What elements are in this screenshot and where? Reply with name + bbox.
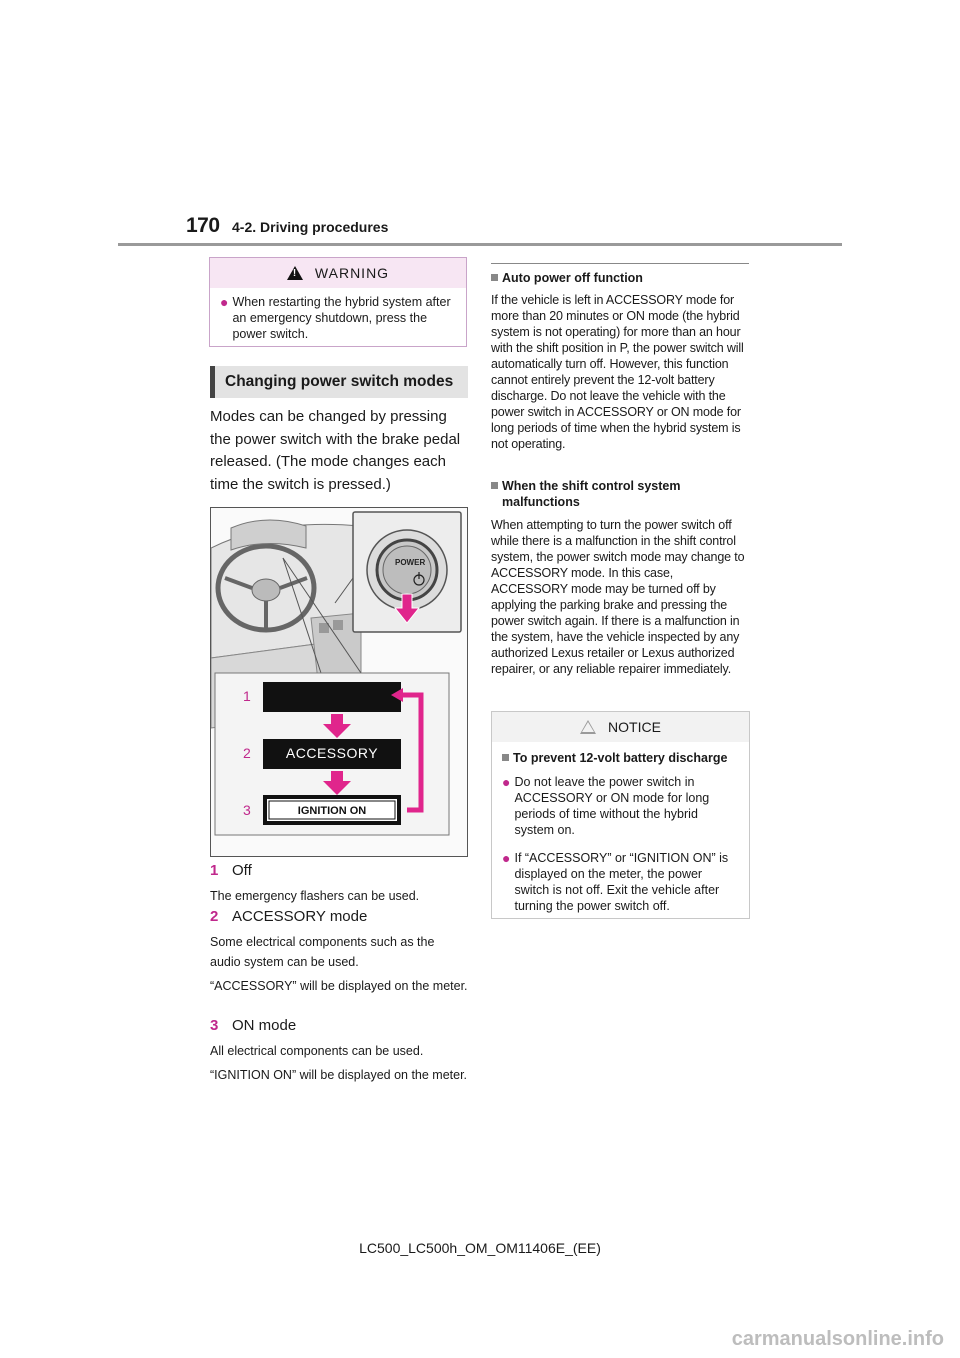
page-number: 170 — [186, 214, 220, 237]
shift-malfunction-heading — [491, 478, 749, 510]
accessory-display: ACCESSORY — [285, 745, 379, 761]
bullet-icon: ● — [502, 774, 511, 790]
square-bullet-icon — [491, 274, 498, 281]
watermark: carmanualsonline.info — [731, 1328, 944, 1350]
mode-accessory-body — [210, 932, 468, 996]
warning-text: When restarting the hybrid system after an emergency shutdown, press the power switch. — [232, 295, 451, 341]
square-bullet-icon — [502, 754, 509, 761]
mode-text: The emergency flashers can be used. — [210, 889, 420, 903]
notice-subheading-text: To prevent 12-volt battery discharge — [513, 751, 728, 765]
ignition-display: IGNITION ON — [297, 805, 367, 817]
header-rule — [118, 243, 842, 246]
mode-off-body — [210, 886, 468, 906]
right-column-rule — [491, 263, 749, 264]
section-title: 4-2. Driving procedures — [232, 219, 389, 235]
bullet-icon: ● — [502, 850, 511, 866]
mode-text: Some electrical components such as the audio system can be used. — [210, 935, 435, 969]
document-code: LC500_LC500h_OM_OM11406E_(EE) — [359, 1240, 601, 1256]
warning-header — [210, 258, 466, 288]
mode-number: 3 — [210, 1017, 219, 1034]
notice-subheading — [492, 742, 749, 766]
figure-step-number: 2 — [243, 745, 251, 761]
notice-text: Do not leave the power switch in ACCESSORY or ON mode for long periods of time without the hybrid system on. — [514, 775, 710, 837]
warning-icon — [287, 266, 303, 280]
shift-malfunction-body: When attempting to turn the power switch off while there is a malfunction in the shift control system, the power switch mode may change to ACCESSORY mode. In this case, ACCESSORY mode may be turned off by applying the parking brake and pressing the power switch again. If there is a malfunction in the system, have the vehicle inspected by any authorized Lexus retailer or Lexus authorized repairer, or any reliable repairer immediately. — [491, 518, 745, 676]
power-switch-illustration — [210, 507, 468, 857]
caution-icon — [580, 720, 596, 734]
notice-item — [492, 838, 749, 914]
notice-box — [491, 711, 750, 919]
section-heading: Changing power switch modes — [210, 366, 468, 398]
shift-malfunction-title: When the shift control system malfunctions — [502, 479, 681, 509]
figure-step-number: 3 — [243, 802, 251, 818]
warning-item — [210, 288, 466, 342]
notice-title: NOTICE — [608, 719, 661, 735]
figure-step-number: 1 — [243, 688, 251, 704]
notice-item — [492, 766, 749, 838]
square-bullet-icon — [491, 482, 498, 489]
mode-text: All electrical components can be used. — [210, 1044, 424, 1058]
mode-on-body — [210, 1041, 468, 1085]
mode-title: ACCESSORY mode — [232, 908, 368, 925]
auto-off-title: Auto power off function — [502, 271, 643, 285]
notice-header — [492, 712, 749, 742]
auto-off-body: If the vehicle is left in ACCESSORY mode for more than 20 minutes or ON mode (the hybrid system is not operating) for more than an hour with the shift position in P, the power switch will automatically turn off. However, this function cannot entirely prevent the 12-volt battery discharge. Do not leave the vehicle with the power switch in ACCESSORY or ON mode for long periods of time when the hybrid system is not operating. — [491, 293, 744, 451]
notice-text: If “ACCESSORY” or “IGNITION ON” is displayed on the meter, the power switch is not off. Exit the vehicle after turning the power switch off. — [514, 851, 729, 913]
mode-on-heading — [210, 1017, 296, 1034]
intro-paragraph: Modes can be changed by pressing the power switch with the brake pedal released. (The mode changes each time the switch is pressed.) — [210, 408, 461, 493]
mode-title: ON mode — [232, 1017, 297, 1034]
warning-title: WARNING — [314, 265, 390, 281]
auto-off-heading — [491, 270, 749, 286]
mode-text: “IGNITION ON” will be displayed on the meter. — [210, 1068, 468, 1082]
mode-accessory-heading — [210, 908, 367, 925]
mode-number: 2 — [210, 908, 219, 925]
mode-off-heading — [210, 862, 252, 879]
mode-title: Off — [232, 862, 252, 879]
power-button-label: POWER — [395, 558, 426, 567]
bullet-icon: ● — [220, 294, 229, 310]
mode-text: “ACCESSORY” will be displayed on the meter. — [210, 979, 468, 993]
mode-number: 1 — [210, 862, 219, 879]
warning-box — [209, 257, 467, 347]
